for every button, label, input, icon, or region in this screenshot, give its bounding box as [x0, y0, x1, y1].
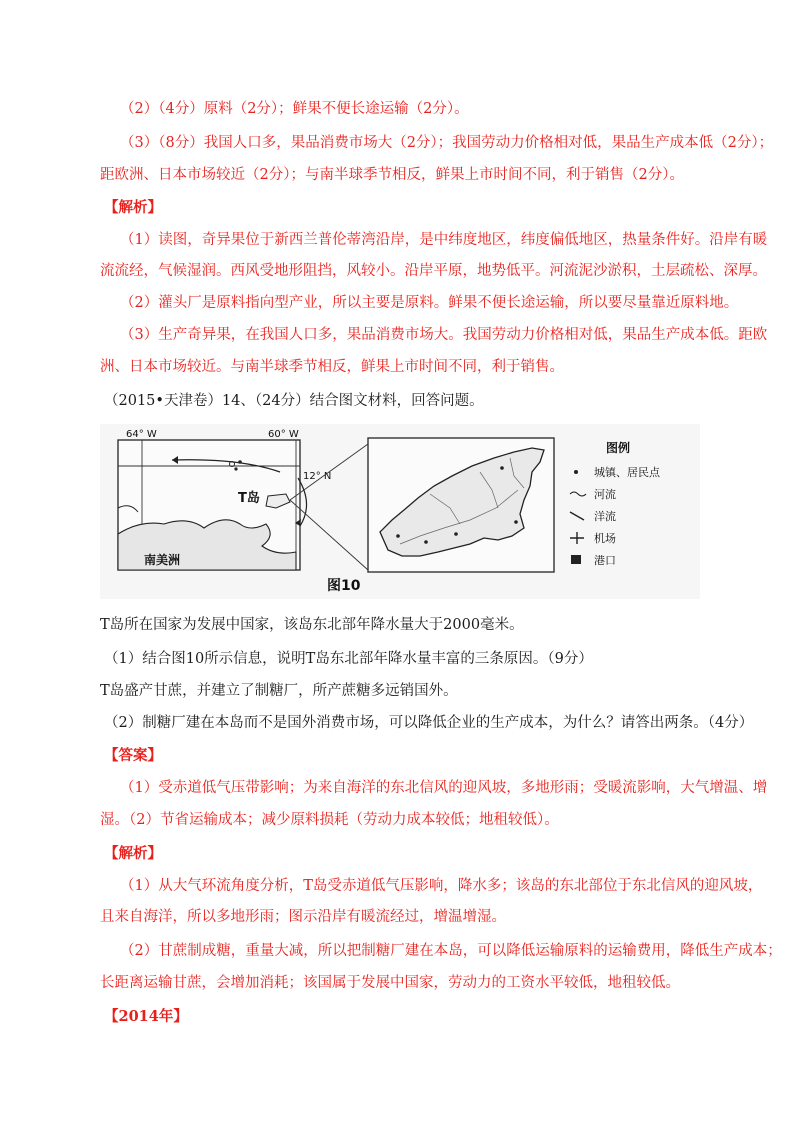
legend-title: 图例: [606, 441, 631, 455]
prev-analysis-1: （1）读图，奇异果位于新西兰普伦蒂湾沿岸，是中纬度地区，纬度偏低地区，热量条件好。沿岸有暖: [120, 232, 768, 248]
question-context-2: T岛盛产甘蔗，并建立了制糖厂，所产蔗糖多远销国外。: [100, 683, 458, 699]
svg-text:河流: 河流: [594, 488, 616, 501]
figure-caption: 图10: [327, 578, 361, 594]
analysis-2: （2）甘蔗制成糖，重量大减，所以把制糖厂建在本岛，可以降低运输原料的运输费用，降低生产成本；: [120, 943, 782, 959]
prev-answer-2: （2）（4分）原料（2分）；鲜果不便长途运输（2分）。: [120, 101, 469, 117]
prev-answer-3: （3）（8分）我国人口多，果品消费市场大（2分）；我国劳动力价格相对低，果品生产成本低（2分）；: [120, 135, 774, 151]
lat-label: 12° N: [303, 471, 332, 482]
question-2: （2）制糖厂建在本岛而不是国外消费市场，可以降低企业的生产成本，为什么？请答出两条。（4分）: [104, 715, 754, 731]
year-heading: 【2014年】: [104, 1008, 188, 1025]
analysis-1: （1）从大气环流角度分析，T岛受赤道低气压影响，降水多；该岛的东北部位于东北信风的迎风坡，: [120, 878, 763, 894]
question-intro: （2015•天津卷）14、（24分）结合图文材料，回答问题。: [104, 393, 484, 409]
svg-text:洋流: 洋流: [594, 510, 616, 523]
answer-line-1: （1）受赤道低气压带影响；为来自海洋的东北信风的迎风坡，多地形雨；受暖流影响，大气增温、增: [120, 780, 768, 796]
continent-label: 南美洲: [144, 553, 181, 567]
town-icon: [574, 470, 578, 474]
lon-right-label: 60° W: [268, 429, 299, 440]
figure-10-map: [100, 424, 700, 599]
lon-left-label: 64° W: [126, 429, 157, 440]
question-context-1: T岛所在国家为发展中国家，该岛东北部年降水量大于2000毫米。: [100, 617, 524, 633]
question-1: （1）结合图10所示信息，说明T岛东北部年降水量丰富的三条原因。（9分）: [104, 651, 593, 667]
prev-analysis-3-cont: 洲、日本市场较近。与南半球季节相反，鲜果上市时间不同，利于销售。: [100, 359, 564, 375]
svg-text:城镇、居民点: 城镇、居民点: [594, 466, 660, 479]
prev-analysis-3: （3）生产奇异果，在我国人口多，果品消费市场大。我国劳动力价格相对低，果品生产成本低。距欧: [120, 327, 768, 343]
analysis-1-cont: 且来自海洋，所以多地形雨；图示沿岸有暖流经过，增温增湿。: [100, 909, 506, 925]
prev-analysis-2: （2）灌头厂是原料指向型产业，所以主要是原料。鲜果不便长途运输，所以要尽量靠近原料地。: [120, 295, 739, 311]
analysis-2-cont: 长距离运输甘蔗，会增加消耗；该国属于发展中国家，劳动力的工资水平较低，地租较低。: [100, 975, 680, 991]
port-icon: [571, 555, 581, 564]
svg-text:港口: 港口: [594, 554, 616, 567]
prev-analysis-1-cont: 流流经，气候湿润。西风受地形阻挡，风较小。沿岸平原，地势低平。河流泥沙淤积，土层疏松、深厚。: [100, 263, 767, 279]
prev-answer-3-cont: 距欧洲、日本市场较近（2分）；与南半球季节相反，鲜果上市时间不同，利于销售（2分）。: [100, 167, 684, 183]
prev-analysis-heading: 【解析】: [104, 199, 162, 216]
svg-text:机场: 机场: [594, 532, 616, 545]
answer-heading: 【答案】: [104, 747, 162, 764]
island-label: T岛: [238, 491, 260, 506]
answer-line-2: 湿。（2）节省运输成本；减少原料损耗（劳动力成本较低；地租较低）。: [100, 812, 559, 828]
analysis-heading: 【解析】: [104, 845, 162, 862]
